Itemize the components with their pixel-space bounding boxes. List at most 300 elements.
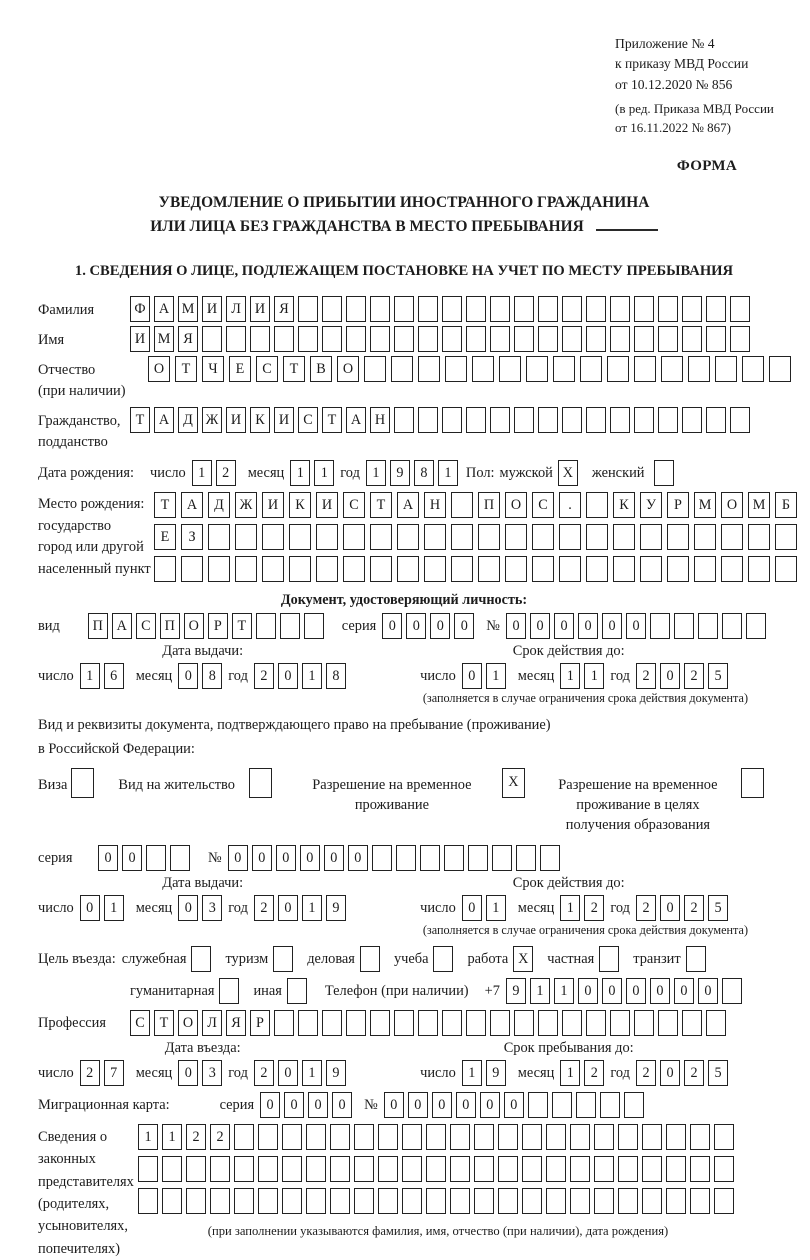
char-box[interactable] — [322, 326, 342, 352]
char-box[interactable]: Ф — [130, 296, 150, 322]
char-box[interactable]: 8 — [326, 663, 346, 689]
char-box[interactable]: П — [88, 613, 108, 639]
char-box[interactable] — [775, 556, 797, 582]
char-box[interactable]: 2 — [254, 1060, 274, 1086]
char-box[interactable] — [420, 845, 440, 871]
purpose-business-checkbox[interactable] — [360, 946, 380, 972]
char-box[interactable]: 7 — [104, 1060, 124, 1086]
char-box[interactable]: 0 — [430, 613, 450, 639]
char-box[interactable] — [181, 556, 203, 582]
char-box[interactable]: 2 — [254, 663, 274, 689]
char-box[interactable] — [490, 407, 510, 433]
char-box[interactable] — [650, 613, 670, 639]
char-box[interactable]: 2 — [186, 1124, 206, 1150]
char-box[interactable] — [346, 1010, 366, 1036]
char-box[interactable] — [186, 1188, 206, 1214]
char-box[interactable] — [394, 326, 414, 352]
char-box[interactable]: 0 — [406, 613, 426, 639]
char-box[interactable]: 0 — [626, 978, 646, 1004]
char-box[interactable] — [586, 1010, 606, 1036]
char-box[interactable]: 2 — [584, 895, 604, 921]
char-box[interactable] — [210, 1156, 230, 1182]
char-box[interactable]: Т — [175, 356, 197, 382]
char-box[interactable] — [624, 1092, 644, 1118]
char-box[interactable]: М — [178, 296, 198, 322]
char-box[interactable] — [170, 845, 190, 871]
char-box[interactable] — [396, 845, 416, 871]
char-box[interactable] — [418, 296, 438, 322]
char-box[interactable] — [492, 845, 512, 871]
char-box[interactable]: Т — [154, 492, 176, 518]
char-box[interactable]: Т — [283, 356, 305, 382]
char-box[interactable] — [642, 1124, 662, 1150]
char-box[interactable]: 0 — [578, 978, 598, 1004]
char-box[interactable]: 0 — [300, 845, 320, 871]
char-box[interactable]: 1 — [314, 460, 334, 486]
char-box[interactable]: О — [505, 492, 527, 518]
char-box[interactable] — [466, 326, 486, 352]
char-box[interactable] — [256, 613, 276, 639]
char-box[interactable] — [666, 1156, 686, 1182]
char-box[interactable] — [505, 524, 527, 550]
char-box[interactable] — [442, 326, 462, 352]
char-box[interactable] — [346, 296, 366, 322]
char-box[interactable] — [322, 296, 342, 322]
char-box[interactable] — [600, 1092, 620, 1118]
char-box[interactable]: 0 — [324, 845, 344, 871]
char-box[interactable] — [658, 296, 678, 322]
char-box[interactable] — [330, 1156, 350, 1182]
char-box[interactable] — [210, 1188, 230, 1214]
char-box[interactable] — [138, 1188, 158, 1214]
char-box[interactable] — [445, 356, 467, 382]
char-box[interactable] — [370, 524, 392, 550]
purpose-official-checkbox[interactable] — [191, 946, 211, 972]
char-box[interactable] — [682, 326, 702, 352]
char-box[interactable]: 1 — [104, 895, 124, 921]
char-box[interactable]: 0 — [480, 1092, 500, 1118]
char-box[interactable] — [532, 524, 554, 550]
char-box[interactable] — [706, 296, 726, 322]
purpose-other-checkbox[interactable] — [287, 978, 307, 1004]
char-box[interactable] — [775, 524, 797, 550]
char-box[interactable] — [234, 1188, 254, 1214]
char-box[interactable]: 1 — [462, 1060, 482, 1086]
char-box[interactable] — [706, 1010, 726, 1036]
char-box[interactable] — [372, 845, 392, 871]
char-box[interactable]: 0 — [98, 845, 118, 871]
char-box[interactable] — [424, 524, 446, 550]
char-box[interactable] — [714, 1124, 734, 1150]
char-box[interactable] — [498, 1156, 518, 1182]
char-box[interactable] — [690, 1124, 710, 1150]
char-box[interactable] — [594, 1156, 614, 1182]
char-box[interactable] — [714, 1156, 734, 1182]
char-box[interactable] — [642, 1188, 662, 1214]
char-box[interactable] — [528, 1092, 548, 1118]
char-box[interactable]: Т — [232, 613, 252, 639]
char-box[interactable]: О — [178, 1010, 198, 1036]
char-box[interactable] — [546, 1124, 566, 1150]
char-box[interactable] — [674, 613, 694, 639]
char-box[interactable]: 0 — [602, 978, 622, 1004]
char-box[interactable] — [546, 1156, 566, 1182]
char-box[interactable]: М — [154, 326, 174, 352]
char-box[interactable]: 0 — [660, 1060, 680, 1086]
purpose-humanitarian-checkbox[interactable] — [219, 978, 239, 1004]
char-box[interactable] — [594, 1124, 614, 1150]
char-box[interactable] — [306, 1188, 326, 1214]
char-box[interactable] — [478, 556, 500, 582]
char-box[interactable] — [586, 492, 608, 518]
char-box[interactable] — [474, 1124, 494, 1150]
char-box[interactable] — [538, 1010, 558, 1036]
char-box[interactable] — [706, 407, 726, 433]
char-box[interactable] — [658, 1010, 678, 1036]
char-box[interactable]: З — [181, 524, 203, 550]
char-box[interactable]: И — [202, 296, 222, 322]
char-box[interactable] — [640, 524, 662, 550]
char-box[interactable]: 0 — [178, 895, 198, 921]
char-box[interactable] — [394, 407, 414, 433]
char-box[interactable]: 0 — [308, 1092, 328, 1118]
char-box[interactable] — [226, 326, 246, 352]
char-box[interactable] — [391, 356, 413, 382]
char-box[interactable] — [442, 1010, 462, 1036]
char-box[interactable]: 0 — [698, 978, 718, 1004]
purpose-work-checkbox[interactable]: X — [513, 946, 533, 972]
char-box[interactable] — [618, 1156, 638, 1182]
char-box[interactable]: А — [154, 296, 174, 322]
char-box[interactable]: 1 — [486, 663, 506, 689]
char-box[interactable] — [466, 407, 486, 433]
char-box[interactable]: 0 — [382, 613, 402, 639]
char-box[interactable] — [208, 556, 230, 582]
char-box[interactable]: 1 — [554, 978, 574, 1004]
char-box[interactable] — [522, 1156, 542, 1182]
char-box[interactable] — [553, 356, 575, 382]
char-box[interactable] — [354, 1156, 374, 1182]
char-box[interactable]: 0 — [122, 845, 142, 871]
char-box[interactable]: 0 — [228, 845, 248, 871]
char-box[interactable] — [514, 407, 534, 433]
char-box[interactable] — [730, 326, 750, 352]
char-box[interactable] — [162, 1188, 182, 1214]
char-box[interactable] — [721, 556, 743, 582]
char-box[interactable]: О — [721, 492, 743, 518]
char-box[interactable]: И — [226, 407, 246, 433]
char-box[interactable] — [208, 524, 230, 550]
char-box[interactable] — [715, 356, 737, 382]
char-box[interactable] — [540, 845, 560, 871]
char-box[interactable] — [370, 296, 390, 322]
char-box[interactable] — [514, 296, 534, 322]
char-box[interactable]: 2 — [216, 460, 236, 486]
char-box[interactable]: Е — [229, 356, 251, 382]
char-box[interactable] — [522, 1188, 542, 1214]
char-box[interactable] — [442, 407, 462, 433]
char-box[interactable]: 0 — [506, 613, 526, 639]
char-box[interactable]: 3 — [202, 1060, 222, 1086]
residence-permit-checkbox[interactable] — [249, 768, 272, 798]
char-box[interactable] — [538, 296, 558, 322]
char-box[interactable] — [234, 1124, 254, 1150]
char-box[interactable]: . — [559, 492, 581, 518]
char-box[interactable] — [402, 1124, 422, 1150]
char-box[interactable] — [522, 1124, 542, 1150]
char-box[interactable] — [559, 556, 581, 582]
char-box[interactable]: 2 — [210, 1124, 230, 1150]
char-box[interactable]: 1 — [290, 460, 310, 486]
char-box[interactable] — [610, 296, 630, 322]
char-box[interactable]: У — [640, 492, 662, 518]
char-box[interactable]: 0 — [284, 1092, 304, 1118]
char-box[interactable] — [258, 1188, 278, 1214]
char-box[interactable]: 2 — [684, 663, 704, 689]
char-box[interactable]: И — [250, 296, 270, 322]
char-box[interactable]: 0 — [260, 1092, 280, 1118]
char-box[interactable]: 0 — [178, 663, 198, 689]
char-box[interactable] — [330, 1124, 350, 1150]
char-box[interactable]: 9 — [326, 1060, 346, 1086]
char-box[interactable] — [250, 326, 270, 352]
char-box[interactable]: 1 — [302, 895, 322, 921]
char-box[interactable]: 1 — [560, 1060, 580, 1086]
char-box[interactable] — [234, 1156, 254, 1182]
char-box[interactable] — [721, 524, 743, 550]
char-box[interactable] — [418, 356, 440, 382]
char-box[interactable] — [397, 556, 419, 582]
char-box[interactable] — [694, 556, 716, 582]
char-box[interactable]: 8 — [414, 460, 434, 486]
char-box[interactable] — [722, 978, 742, 1004]
char-box[interactable]: 1 — [302, 1060, 322, 1086]
char-box[interactable] — [690, 1156, 710, 1182]
char-box[interactable]: Я — [274, 296, 294, 322]
char-box[interactable]: Б — [775, 492, 797, 518]
char-box[interactable]: 1 — [192, 460, 212, 486]
char-box[interactable] — [154, 556, 176, 582]
char-box[interactable] — [402, 1188, 422, 1214]
char-box[interactable] — [667, 556, 689, 582]
char-box[interactable] — [466, 296, 486, 322]
char-box[interactable] — [394, 296, 414, 322]
char-box[interactable] — [258, 1124, 278, 1150]
char-box[interactable] — [282, 1156, 302, 1182]
char-box[interactable] — [682, 296, 702, 322]
char-box[interactable]: 0 — [408, 1092, 428, 1118]
char-box[interactable] — [688, 356, 710, 382]
char-box[interactable] — [618, 1188, 638, 1214]
char-box[interactable] — [746, 613, 766, 639]
char-box[interactable] — [594, 1188, 614, 1214]
sex-female-checkbox[interactable] — [654, 460, 674, 486]
char-box[interactable]: И — [316, 492, 338, 518]
char-box[interactable] — [282, 1188, 302, 1214]
char-box[interactable]: 0 — [276, 845, 296, 871]
char-box[interactable]: С — [298, 407, 318, 433]
char-box[interactable]: 1 — [302, 663, 322, 689]
char-box[interactable] — [613, 556, 635, 582]
char-box[interactable]: А — [112, 613, 132, 639]
char-box[interactable] — [322, 1010, 342, 1036]
char-box[interactable]: 1 — [560, 663, 580, 689]
char-box[interactable] — [562, 1010, 582, 1036]
char-box[interactable]: П — [478, 492, 500, 518]
char-box[interactable] — [742, 356, 764, 382]
char-box[interactable] — [343, 556, 365, 582]
char-box[interactable]: 5 — [708, 663, 728, 689]
char-box[interactable]: И — [130, 326, 150, 352]
temp-permit-edu-checkbox[interactable] — [741, 768, 764, 798]
char-box[interactable]: 9 — [390, 460, 410, 486]
char-box[interactable]: Р — [250, 1010, 270, 1036]
char-box[interactable]: 0 — [278, 895, 298, 921]
char-box[interactable] — [613, 524, 635, 550]
purpose-private-checkbox[interactable] — [599, 946, 619, 972]
char-box[interactable] — [667, 524, 689, 550]
char-box[interactable]: 0 — [578, 613, 598, 639]
char-box[interactable] — [162, 1156, 182, 1182]
char-box[interactable] — [280, 613, 300, 639]
char-box[interactable] — [546, 1188, 566, 1214]
char-box[interactable]: 0 — [384, 1092, 404, 1118]
char-box[interactable] — [138, 1156, 158, 1182]
char-box[interactable]: 1 — [584, 663, 604, 689]
char-box[interactable]: 0 — [80, 895, 100, 921]
char-box[interactable]: Е — [154, 524, 176, 550]
char-box[interactable]: В — [310, 356, 332, 382]
char-box[interactable]: С — [130, 1010, 150, 1036]
char-box[interactable]: 0 — [660, 895, 680, 921]
char-box[interactable] — [424, 556, 446, 582]
char-box[interactable]: 1 — [80, 663, 100, 689]
char-box[interactable] — [451, 556, 473, 582]
char-box[interactable] — [478, 524, 500, 550]
char-box[interactable]: 1 — [530, 978, 550, 1004]
char-box[interactable] — [370, 556, 392, 582]
char-box[interactable]: 0 — [278, 1060, 298, 1086]
char-box[interactable] — [682, 1010, 702, 1036]
char-box[interactable] — [570, 1188, 590, 1214]
char-box[interactable]: 1 — [438, 460, 458, 486]
char-box[interactable]: С — [256, 356, 278, 382]
char-box[interactable] — [698, 613, 718, 639]
char-box[interactable] — [634, 1010, 654, 1036]
char-box[interactable] — [451, 492, 473, 518]
char-box[interactable] — [562, 296, 582, 322]
temp-permit-checkbox[interactable]: X — [502, 768, 525, 798]
char-box[interactable] — [370, 326, 390, 352]
char-box[interactable] — [498, 1188, 518, 1214]
char-box[interactable] — [298, 326, 318, 352]
char-box[interactable] — [364, 356, 386, 382]
char-box[interactable] — [730, 407, 750, 433]
char-box[interactable]: Т — [130, 407, 150, 433]
char-box[interactable] — [474, 1188, 494, 1214]
char-box[interactable] — [538, 326, 558, 352]
char-box[interactable] — [490, 1010, 510, 1036]
char-box[interactable]: 1 — [560, 895, 580, 921]
char-box[interactable] — [682, 407, 702, 433]
char-box[interactable] — [694, 524, 716, 550]
char-box[interactable] — [235, 556, 257, 582]
char-box[interactable]: 0 — [178, 1060, 198, 1086]
char-box[interactable] — [235, 524, 257, 550]
char-box[interactable]: 0 — [602, 613, 622, 639]
char-box[interactable]: К — [613, 492, 635, 518]
char-box[interactable]: 8 — [202, 663, 222, 689]
char-box[interactable] — [610, 407, 630, 433]
char-box[interactable]: 1 — [366, 460, 386, 486]
char-box[interactable]: 5 — [708, 895, 728, 921]
char-box[interactable] — [306, 1124, 326, 1150]
char-box[interactable]: Н — [424, 492, 446, 518]
char-box[interactable] — [516, 845, 536, 871]
char-box[interactable] — [586, 524, 608, 550]
char-box[interactable] — [316, 556, 338, 582]
char-box[interactable] — [640, 556, 662, 582]
char-box[interactable] — [730, 296, 750, 322]
char-box[interactable] — [498, 1124, 518, 1150]
char-box[interactable]: О — [337, 356, 359, 382]
char-box[interactable] — [468, 845, 488, 871]
char-box[interactable] — [690, 1188, 710, 1214]
char-box[interactable]: 9 — [326, 895, 346, 921]
char-box[interactable] — [586, 326, 606, 352]
char-box[interactable] — [562, 407, 582, 433]
char-box[interactable]: 0 — [432, 1092, 452, 1118]
char-box[interactable] — [610, 1010, 630, 1036]
char-box[interactable]: Р — [208, 613, 228, 639]
char-box[interactable] — [378, 1124, 398, 1150]
char-box[interactable]: Ч — [202, 356, 224, 382]
char-box[interactable]: 9 — [506, 978, 526, 1004]
char-box[interactable] — [378, 1188, 398, 1214]
char-box[interactable]: 2 — [636, 1060, 656, 1086]
char-box[interactable] — [666, 1124, 686, 1150]
char-box[interactable] — [274, 1010, 294, 1036]
char-box[interactable]: 0 — [530, 613, 550, 639]
char-box[interactable] — [370, 1010, 390, 1036]
char-box[interactable]: Т — [154, 1010, 174, 1036]
char-box[interactable]: 0 — [278, 663, 298, 689]
char-box[interactable] — [378, 1156, 398, 1182]
char-box[interactable] — [397, 524, 419, 550]
char-box[interactable] — [418, 326, 438, 352]
char-box[interactable] — [330, 1188, 350, 1214]
char-box[interactable] — [186, 1156, 206, 1182]
char-box[interactable]: 0 — [252, 845, 272, 871]
char-box[interactable] — [514, 326, 534, 352]
char-box[interactable]: М — [748, 492, 770, 518]
char-box[interactable]: 1 — [162, 1124, 182, 1150]
char-box[interactable]: Л — [202, 1010, 222, 1036]
char-box[interactable] — [343, 524, 365, 550]
char-box[interactable] — [289, 524, 311, 550]
char-box[interactable]: М — [694, 492, 716, 518]
char-box[interactable] — [526, 356, 548, 382]
char-box[interactable] — [610, 326, 630, 352]
char-box[interactable]: 2 — [80, 1060, 100, 1086]
char-box[interactable] — [262, 524, 284, 550]
char-box[interactable] — [274, 326, 294, 352]
char-box[interactable] — [618, 1124, 638, 1150]
char-box[interactable]: 0 — [660, 663, 680, 689]
char-box[interactable] — [490, 326, 510, 352]
char-box[interactable]: Д — [178, 407, 198, 433]
char-box[interactable]: С — [532, 492, 554, 518]
